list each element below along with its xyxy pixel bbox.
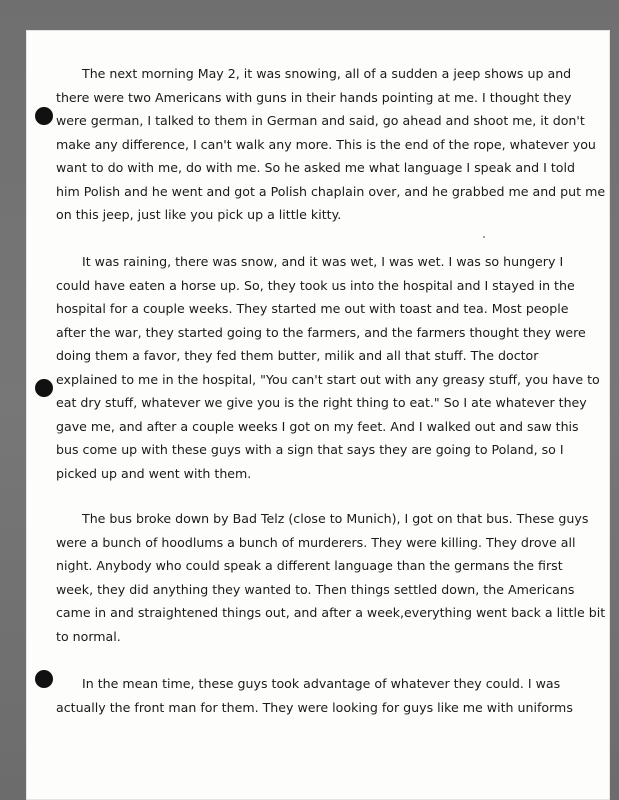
text-line: there were two Americans with guns in their hands pointing at me. I thought they: [56, 89, 572, 105]
text-line: gave me, and after a couple weeks I got on my feet. And I walked out and saw this: [56, 418, 579, 434]
text-line: want to do with me, do with me. So he asked me what language I speak and I told: [56, 160, 575, 175]
punch-hole-top: [35, 107, 53, 125]
text-line: bus come up with these guys with a sign that says they are going to Poland, so I: [56, 442, 564, 457]
paragraph-1: [56, 62, 606, 227]
text-line: on this jeep, just like you pick up a little kitty.: [56, 207, 342, 222]
text-line: It was raining, there was snow, and it was wet, I was wet. I was so hungery I: [82, 254, 564, 269]
text-line: after the war, they started going to the farmers, and the farmers thought they were: [56, 324, 586, 340]
paragraph-4: [56, 672, 573, 719]
text-line: actually the front man for them. They were looking for guys like me with uniforms: [56, 699, 573, 715]
text-line: were german, I talked to them in German and said, go ahead and shoot me, it don't: [56, 113, 585, 128]
text-line: week, they did anything they wanted to. Then things settled down, the Americans: [56, 581, 575, 597]
paragraph-2: [56, 250, 600, 485]
text-line: could have eaten a horse up. So, they took us into the hospital and I stayed in the: [56, 277, 575, 293]
text-line: came in and straightened things out, and after a week,everything went back a little bit: [56, 605, 606, 620]
text-line: picked up and went with them.: [56, 465, 252, 481]
text-line: doing them a favor, they fed them butter, milik and all that stuff. The doctor: [56, 348, 539, 363]
text-line: to normal.: [56, 628, 121, 644]
text-line: him Polish and he went and got a Polish chaplain over, and he grabbed me and put me: [56, 183, 606, 199]
punch-hole-middle: [35, 379, 53, 397]
paragraph-3: [56, 507, 606, 648]
text-line: In the mean time, these guys took advantage of whatever they could. I was: [82, 676, 561, 691]
text-line: were a bunch of hoodlums a bunch of murderers. They were killing. They drove all: [56, 534, 576, 550]
paper-speck: [483, 236, 485, 238]
text-line: explained to me in the hospital, "You can't start out with any greasy stuff, you have to: [56, 371, 600, 387]
text-line: eat dry stuff, whatever we give you is the right thing to eat." So I ate whatever they: [56, 395, 587, 410]
text-line: make any difference, I can't walk any more. This is the end of the rope, whatever you: [56, 136, 596, 152]
text-line: hospital for a couple weeks. They started me out with toast and tea. Most people: [56, 301, 569, 316]
punch-hole-bottom: [35, 670, 53, 688]
text-line: The next morning May 2, it was snowing, all of a sudden a jeep shows up and: [82, 66, 572, 81]
text-line: The bus broke down by Bad Telz (close to Munich), I got on that bus. These guys: [82, 511, 589, 526]
text-line: night. Anybody who could speak a different language than the germans the first: [56, 558, 563, 573]
